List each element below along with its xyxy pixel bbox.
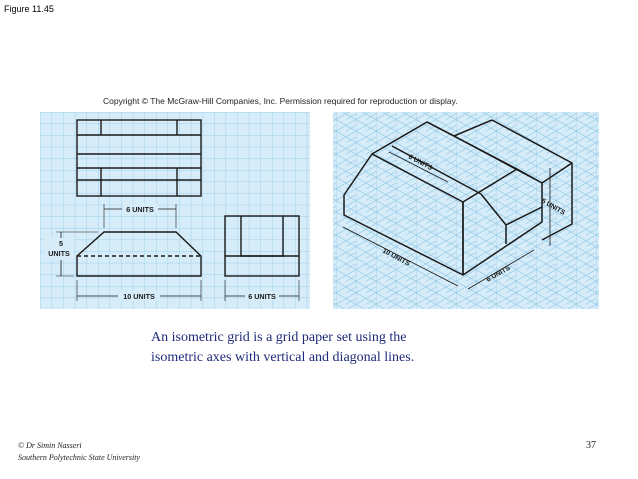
- base-width-label: 10 UNITS: [123, 292, 155, 301]
- university-name: Southern Polytechnic State University: [18, 453, 140, 462]
- iso-length-label: 10 UNITS: [381, 247, 411, 268]
- copyright-notice: Copyright © The McGraw-Hill Companies, Inc. Permission required for reproduction or display.: [103, 96, 458, 106]
- slide-footer: [18, 440, 140, 464]
- page-number: 37: [586, 440, 596, 451]
- iso-depth-label: 6 UNITS: [485, 264, 512, 284]
- height-number-label: 5: [59, 239, 63, 248]
- author-credit: © Dr Simin Nasseri: [18, 441, 82, 450]
- isometric-panel: [333, 112, 599, 309]
- caption-line-1: An isometric grid is a grid paper set using the: [151, 330, 407, 345]
- caption-line-2: isometric axes with vertical and diagonal lines.: [151, 350, 415, 365]
- iso-height-label: 5 UNITS: [540, 197, 567, 217]
- slide-caption: [151, 328, 511, 368]
- iso-top-label: 6 UNITS: [407, 153, 434, 173]
- side-width-label: 6 UNITS: [248, 292, 276, 301]
- orthographic-panel: [40, 112, 310, 309]
- height-unit-label: UNITS: [48, 249, 70, 258]
- top-width-label: 6 UNITS: [126, 205, 154, 214]
- figure-number-label: Figure 11.45: [4, 4, 54, 14]
- isometric-figure: [36, 108, 603, 313]
